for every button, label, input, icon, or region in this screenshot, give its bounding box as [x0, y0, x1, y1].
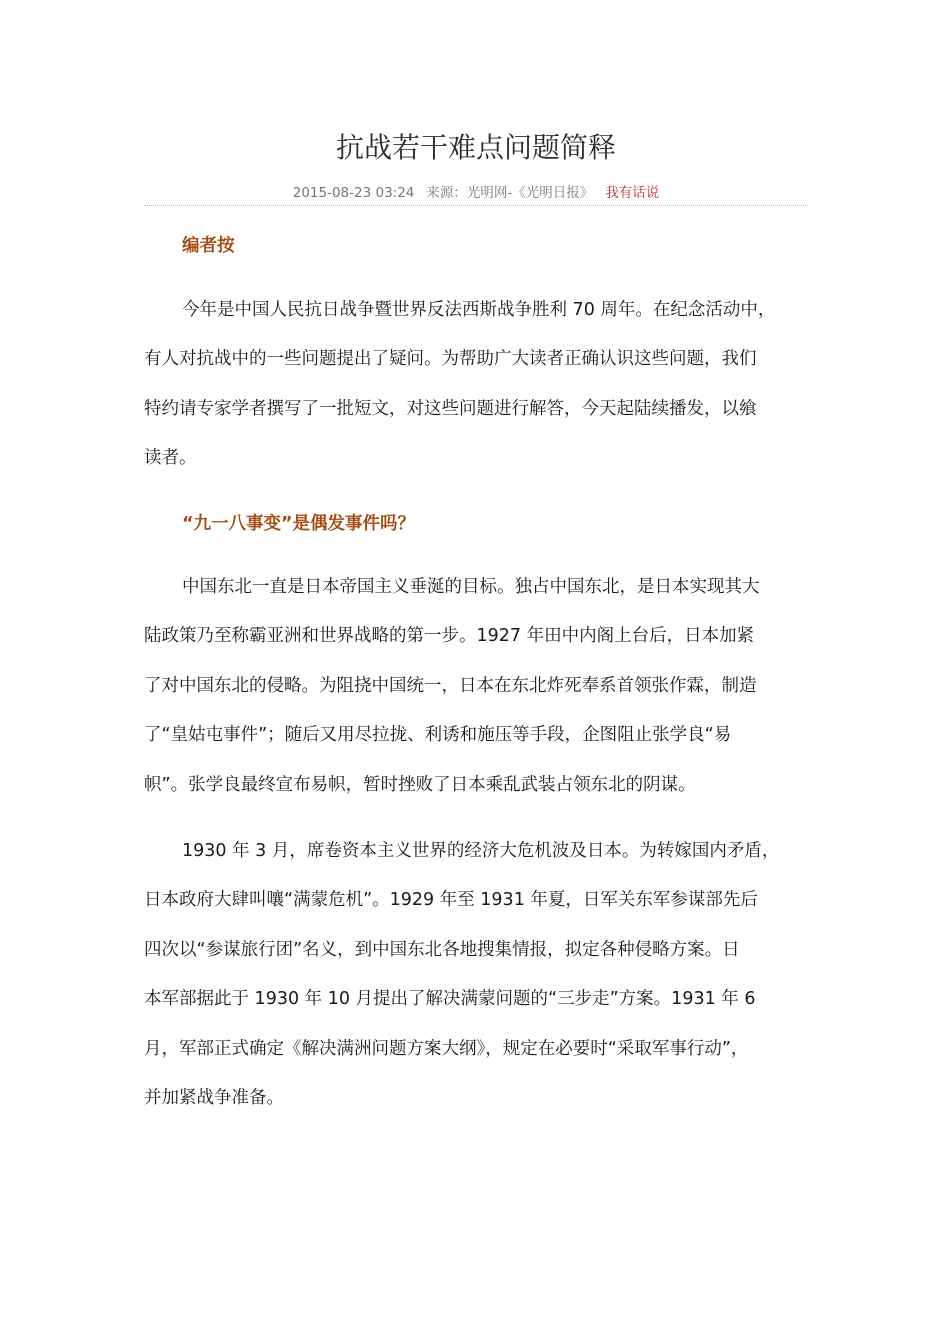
publish-datetime: 2015-08-23 03:24 [292, 185, 415, 201]
article-title: 抗战若干难点问题简释 [335, 131, 616, 164]
section-paragraph-2 [144, 827, 808, 1123]
article-source: 来源：光明网-《光明日报》 [426, 185, 594, 201]
paragraph-line: 陆政策乃至称霸亚洲和世界战略的第一步。1927 年田中内阁上台后，日本加紧 [144, 626, 755, 647]
paragraph-line: 今年是中国人民抗日战争暨世界反法西斯战争胜利 70 周年。在纪念活动中， [182, 300, 776, 320]
editor-note-paragraph [144, 286, 808, 484]
paragraph-line: 本军部据此于 1930 年 10 月提出了解决满蒙问题的“三步走”方案。1931 年 6 [144, 989, 756, 1010]
paragraph-line: 1930 年 3 月，席卷资本主义世界的经济大危机波及日本。为转嫁国内矛盾， [182, 841, 780, 861]
paragraph-line: 读者。 [144, 448, 197, 469]
paragraph-line: 并加紧战争准备。 [144, 1088, 284, 1109]
paragraph-line: 有人对抗战中的一些问题提出了疑问。为帮助广大读者正确认识这些问题，我们 [144, 349, 757, 370]
paragraph-line: 特约请专家学者撰写了一批短文，对这些问题进行解答，今天起陆续播发，以飨 [144, 398, 757, 419]
paragraph-line: 中国东北一直是日本帝国主义垂涎的目标。独占中国东北，是日本实现其大 [182, 577, 760, 597]
section-paragraph-1 [144, 563, 808, 810]
paragraph-line: 了“皇姑屯事件”；随后又用尽拉拢、利诱和施压等手段，企图阻止张学良“易 [144, 725, 732, 746]
paragraph-line: 了对中国东北的侵略。为阻挠中国统一，日本在东北炸死奉系首领张作霖，制造 [144, 675, 757, 696]
paragraph-line: 月，军部正式确定《解决满洲问题方案大纲》，规定在必要时“采取军事行动”， [144, 1038, 749, 1059]
section-heading: “九一八事变”是偶发事件吗？ [182, 514, 416, 534]
article-meta [144, 182, 808, 204]
paragraph-line: 日本政府大肆叫嚷“满蒙危机”。1929 年至 1931 年夏，日军关东军参谋部先后 [144, 890, 758, 911]
paragraph-line: 帜”。张学良最终宣布易帜，暂时挫败了日本乘乱武装占领东北的阴谋。 [144, 774, 696, 795]
editor-note-heading: 编者按 [182, 236, 235, 256]
paragraph-line: 四次以“参谋旅行团”名义，到中国东北各地搜集情报，拟定各种侵略方案。日 [144, 939, 740, 960]
comment-link[interactable]: 我有话说 [605, 185, 660, 201]
meta-divider [144, 205, 808, 206]
